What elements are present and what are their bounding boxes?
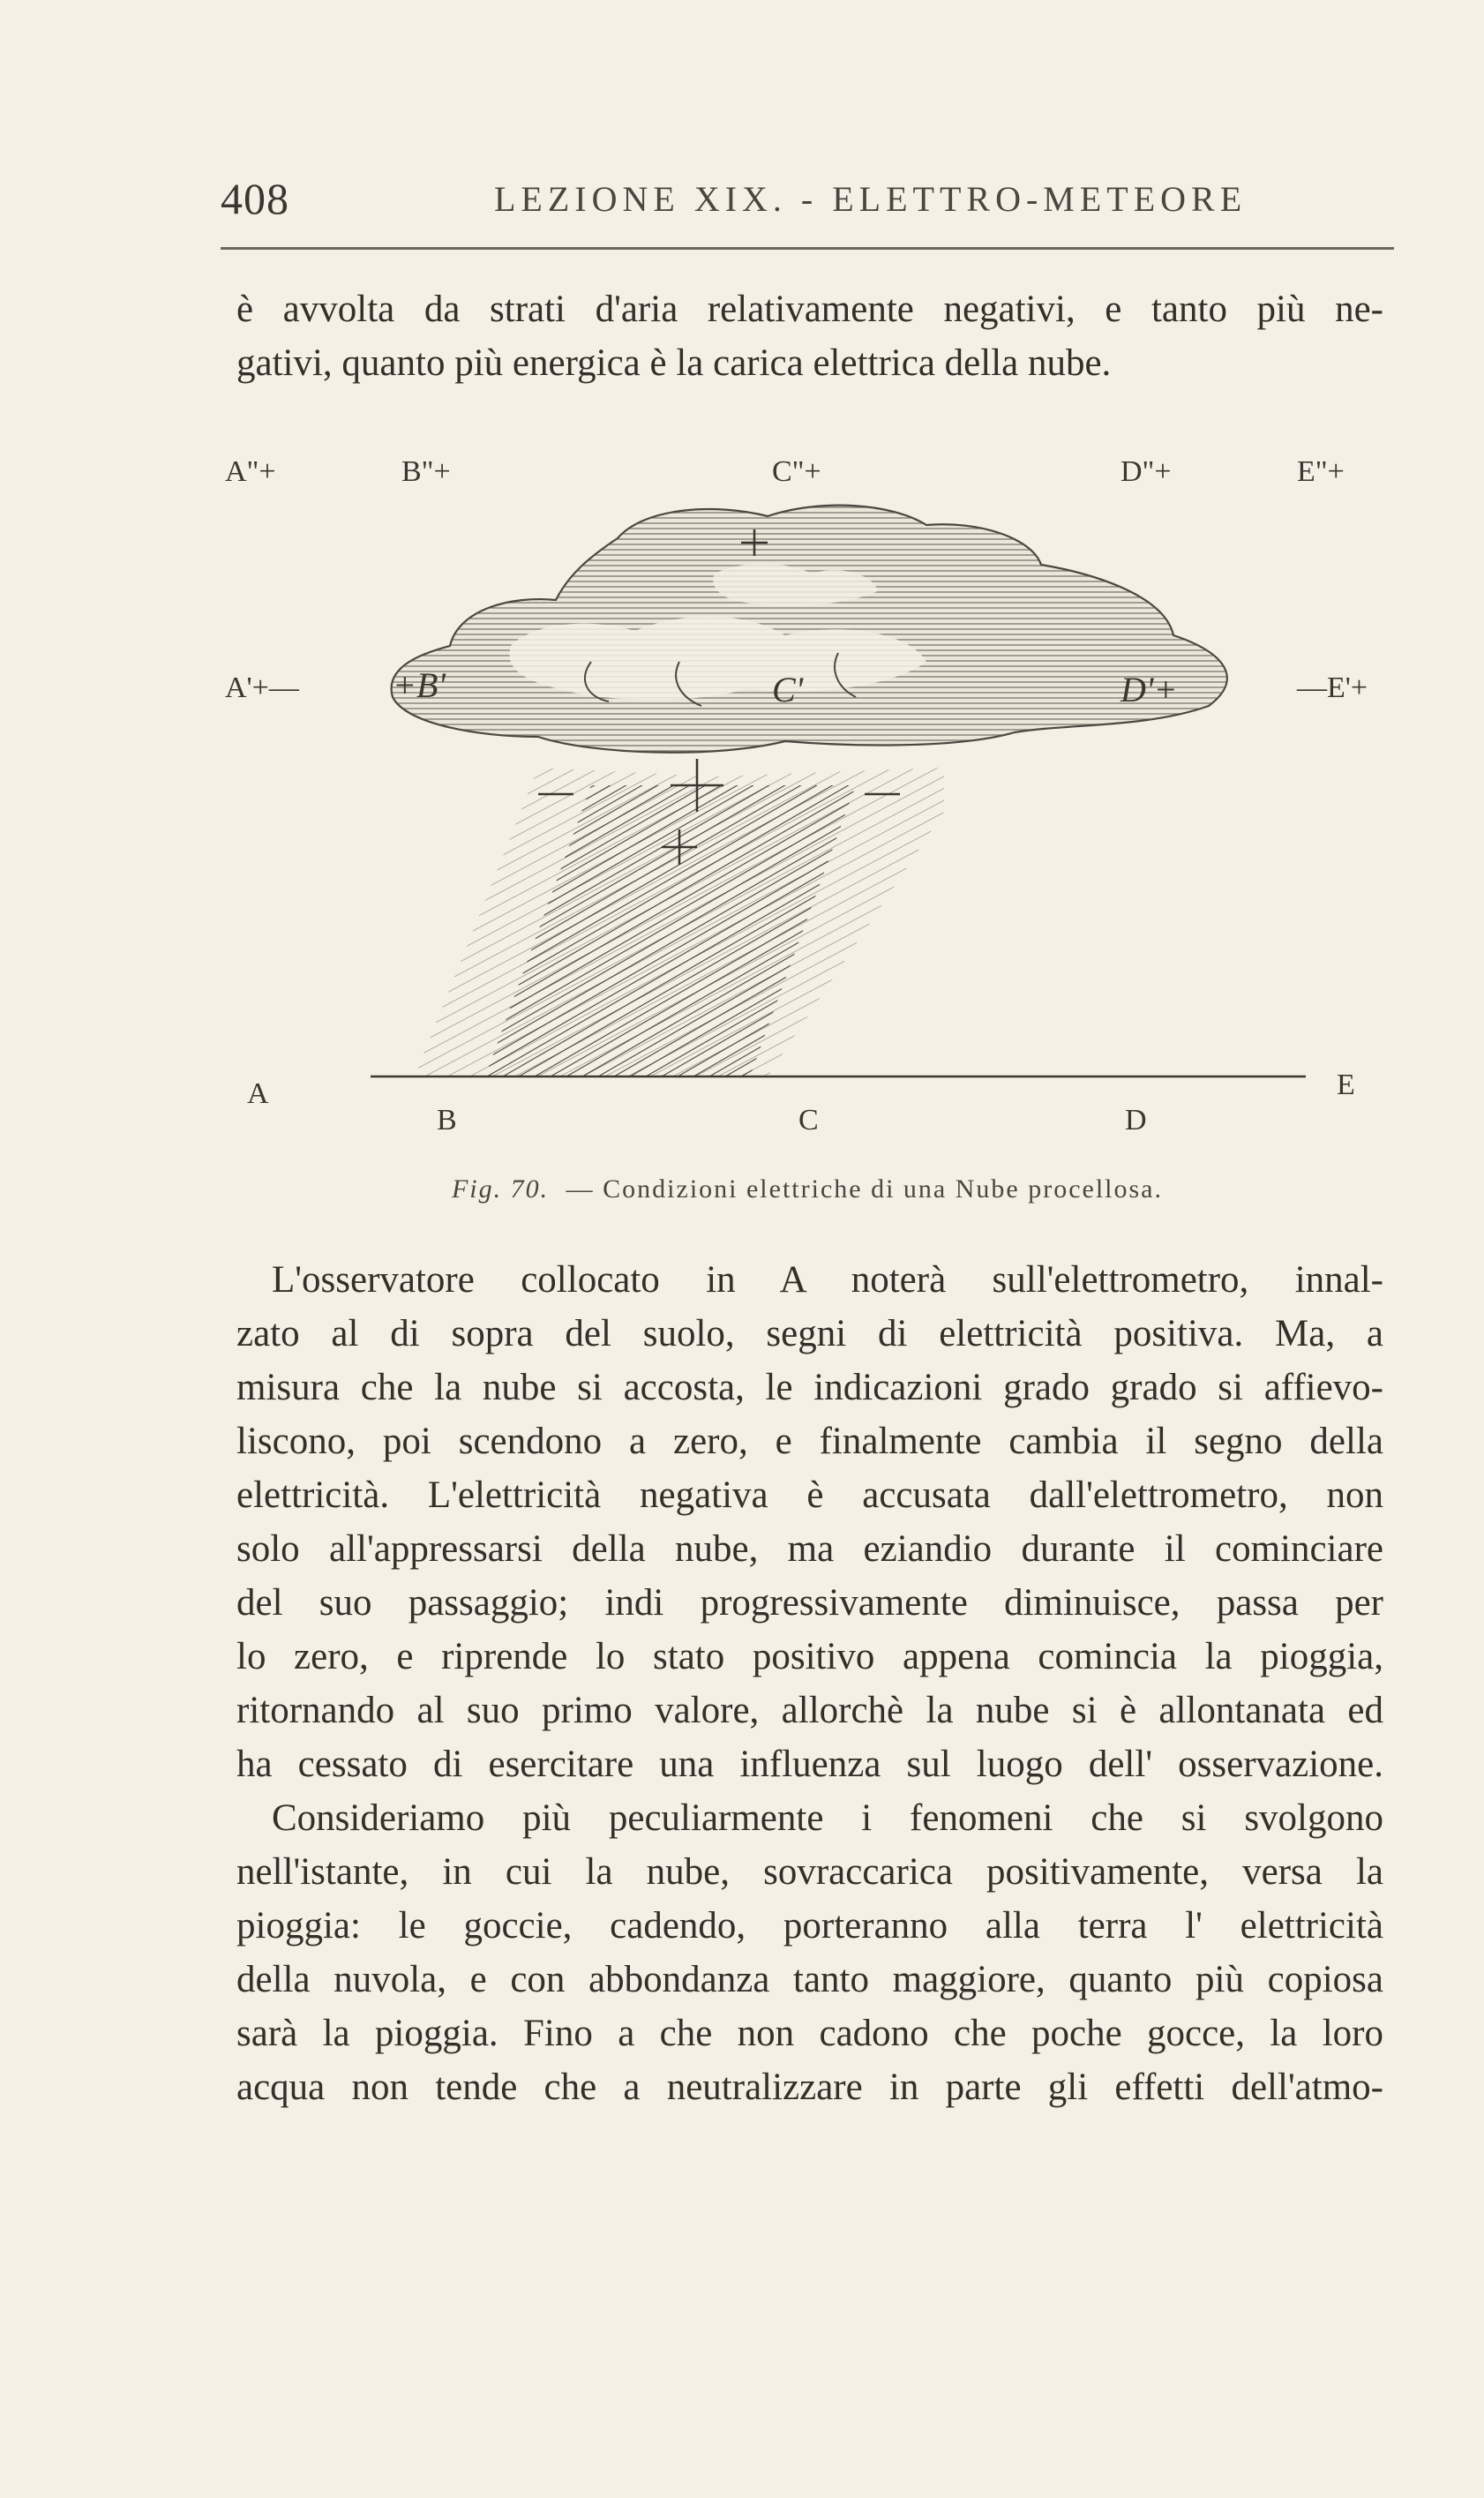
rain-shaft: [415, 768, 944, 1076]
text-line: misura che la nube si accosta, le indicazioni grado grado si affievo-: [236, 1367, 1383, 1408]
text-line: acqua non tende che a neutralizzare in parte gli effetti dell'atmo-: [236, 2067, 1383, 2108]
label-a-ground: A: [247, 1077, 269, 1110]
page-number: 408: [221, 174, 289, 223]
label-c-prime: C': [772, 670, 804, 709]
paragraph-top: [236, 282, 1383, 390]
label-d-top: D"+: [1120, 455, 1172, 488]
text-line: pioggia: le goccie, cadendo, porteranno alla terra l' elettricità: [236, 1905, 1383, 1947]
label-c-top: C"+: [772, 455, 821, 488]
label-b-prime: +B': [393, 665, 446, 705]
label-a-top: A"+: [225, 455, 276, 488]
figure-caption: [221, 1174, 1394, 1204]
figure-number: Fig. 70.: [451, 1174, 550, 1204]
label-e-ground: E: [1337, 1069, 1355, 1101]
text-line: elettricità. L'elettricità negativa è accusata dall'elettrometro, non: [236, 1474, 1383, 1516]
text-line: Consideriamo più peculiarmente i fenomeni che si svolgono: [272, 1797, 1383, 1839]
label-e-prime: —E'+: [1297, 671, 1368, 704]
storm-cloud-diagram: [221, 441, 1394, 1147]
label-b-top: B"+: [401, 455, 451, 488]
text-line: del suo passaggio; indi progressivamente diminuisce, passa per: [236, 1582, 1383, 1624]
label-d-ground: D: [1125, 1104, 1147, 1136]
page-header: [221, 173, 1394, 244]
text-line: zato al di sopra del suolo, segni di elettricità positiva. Ma, a: [236, 1313, 1383, 1354]
label-b-ground: B: [437, 1104, 457, 1136]
text-line: solo all'appressarsi della nube, ma eziandio durante il cominciare: [236, 1528, 1383, 1570]
header-rule: [221, 247, 1394, 250]
label-c-ground: C: [798, 1104, 819, 1136]
text-line: liscono, poi scendono a zero, e finalmente cambia il segno della: [236, 1421, 1383, 1462]
text-line: è avvolta da strati d'aria relativamente negativi, e tanto più ne-: [236, 289, 1383, 330]
figure-70: [221, 441, 1394, 1235]
text-line: ha cessato di esercitare una influenza sul luogo dell' osservazione.: [236, 1744, 1383, 1785]
text-line: gativi, quanto più energica è la carica elettrica della nube.: [236, 342, 1112, 384]
text-line: ritornando al suo primo valore, allorchè la nube si è allontanata ed: [236, 1690, 1383, 1731]
paragraph-2: [236, 1791, 1383, 2114]
text-line: L'osservatore collocato in A noterà sull'elettrometro, innal-: [272, 1259, 1383, 1301]
text-line: nell'istante, in cui la nube, sovraccarica positivamente, versa la: [236, 1851, 1383, 1893]
label-a-prime: A'+—: [225, 671, 299, 704]
label-d-prime: D'+: [1120, 670, 1178, 709]
running-title: LEZIONE XIX. - ELETTRO-METEORE: [494, 179, 1248, 219]
text-line: sarà la pioggia. Fino a che non cadono che poche gocce, la loro: [236, 2013, 1383, 2054]
text-line: della nuvola, e con abbondanza tanto maggiore, quanto più copiosa: [236, 1959, 1383, 2000]
paragraph-1: [236, 1253, 1383, 1791]
caption-text: — Condizioni elettriche di una Nube procellosa.: [566, 1174, 1163, 1204]
label-e-top: E"+: [1297, 455, 1345, 488]
text-line: lo zero, e riprende lo stato positivo appena comincia la pioggia,: [236, 1636, 1383, 1677]
